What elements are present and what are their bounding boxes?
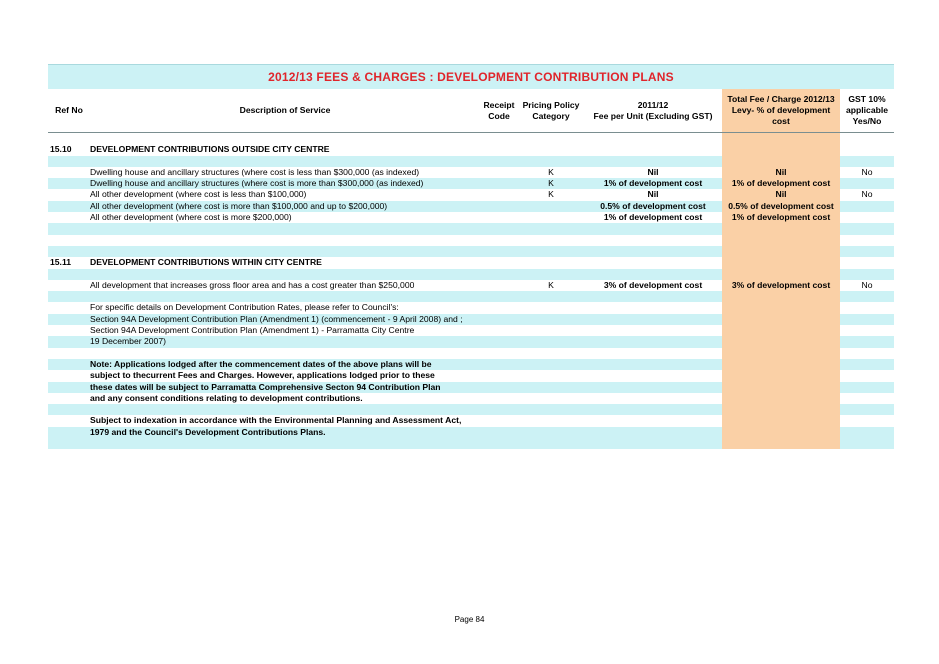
spacer-row [48, 438, 894, 449]
table-row [48, 201, 894, 212]
row-description: Dwelling house and ancillary structures (where cost is less than $300,000 (as indexed) [90, 166, 420, 177]
table-row [48, 189, 894, 200]
details-text: Section 94A Development Contribution Plan (Amendment 1) (commencement - 9 April 2008) and ; [90, 313, 463, 324]
details-text: 19 December 2007) [90, 336, 166, 347]
details-text: For specific details on Development Contribution Rates, please refer to Council's: [90, 302, 399, 313]
row-description: All other development (where cost is less than $100,000) [90, 189, 307, 200]
row-description: All development that increases gross floor area and has a cost greater than $250,000 [90, 279, 415, 290]
row-fee-2011: 0.5% of development cost [600, 200, 706, 211]
header-pricing-policy: Pricing Policy Category [522, 99, 580, 121]
notes-row [48, 302, 894, 313]
row-fee-2011: Nil [647, 166, 659, 177]
notes-row [48, 415, 894, 426]
row-description: All other development (where cost is more than $100,000 and up to $200,000) [90, 200, 388, 211]
notes-row [48, 427, 894, 438]
spacer-row [48, 235, 894, 246]
note-text: and any consent conditions relating to development contributions. [90, 392, 363, 403]
row-gst: No [861, 279, 873, 290]
row-fee-2011: 1% of development cost [603, 178, 703, 189]
section-title: DEVELOPMENT CONTRIBUTIONS WITHIN CITY CENTRE [90, 257, 322, 268]
row-total-fee: Nil [775, 189, 787, 200]
table-row [48, 280, 894, 291]
row-gst: No [861, 166, 873, 177]
page-title: 2012/13 FEES & CHARGES : DEVELOPMENT CONTRIBUTION PLANS [268, 70, 674, 84]
row-description: Dwelling house and ancillary structures (where cost is more than $300,000 (as indexed) [90, 178, 424, 189]
header-gst: GST 10% applicable Yes/No [845, 94, 889, 126]
table-row [48, 178, 894, 189]
row-gst: No [861, 189, 873, 200]
notes-row [48, 336, 894, 347]
row-total-fee: 1% of development cost [731, 212, 831, 223]
notes-row [48, 370, 894, 381]
row-total-fee: 0.5% of development cost [728, 200, 834, 211]
spacer-row [48, 269, 894, 280]
row-fee-2011: 3% of development cost [603, 279, 703, 290]
row-pricing: K [548, 189, 554, 200]
note-text: Note: Applications lodged after the commencement dates of the above plans will be [90, 358, 432, 369]
spacer-row [48, 133, 894, 144]
table-header [48, 89, 894, 133]
header-description: Description of Service [239, 105, 331, 115]
indexation-text: Subject to indexation in accordance with the Environmental Planning and Assessment Act, [90, 415, 462, 426]
spacer-row [48, 223, 894, 234]
notes-row [48, 393, 894, 404]
page-title-bar [48, 64, 894, 89]
row-total-fee: Nil [775, 166, 787, 177]
details-text: Section 94A Development Contribution Plan (Amendment 1) - Parramatta City Centre [90, 325, 415, 336]
indexation-text: 1979 and the Council's Development Contributions Plans. [90, 426, 326, 437]
row-fee-2011: Nil [647, 189, 659, 200]
section-ref: 15.11 [50, 257, 72, 268]
spacer-row [48, 156, 894, 167]
spacer-row [48, 246, 894, 257]
row-description: All other development (where cost is more $200,000) [90, 212, 292, 223]
note-text: subject to thecurrent Fees and Charges. However, applications lodged prior to these [90, 370, 435, 381]
header-receipt-code: Receipt Code [483, 99, 515, 121]
spacer-row [48, 291, 894, 302]
section-ref: 15.10 [50, 144, 72, 155]
spacer-row [48, 404, 894, 415]
header-total-fee: Total Fee / Charge 2012/13 Levy- % of development cost [727, 94, 835, 126]
notes-row [48, 382, 894, 393]
row-pricing: K [548, 166, 554, 177]
fees-table [48, 89, 894, 449]
notes-row [48, 359, 894, 370]
table-row [48, 167, 894, 178]
row-fee-2011: 1% of development cost [603, 212, 703, 223]
row-pricing: K [548, 279, 554, 290]
notes-row [48, 325, 894, 336]
notes-row [48, 314, 894, 325]
section-heading-row [48, 144, 894, 155]
page-number: Page 84 [454, 615, 485, 624]
spacer-row [48, 348, 894, 359]
row-pricing: K [548, 178, 554, 189]
header-ref-no: Ref No [55, 105, 83, 115]
section-heading-row [48, 257, 894, 268]
table-row [48, 212, 894, 223]
row-total-fee: 3% of development cost [731, 279, 831, 290]
header-fee-2011: 2011/12 Fee per Unit (Excluding GST) [593, 99, 713, 121]
section-title: DEVELOPMENT CONTRIBUTIONS OUTSIDE CITY CENTRE [90, 144, 330, 155]
row-total-fee: 1% of development cost [731, 178, 831, 189]
note-text: these dates will be subject to Parramatta Comprehensive Secton 94 Contribution Plan [90, 381, 441, 392]
